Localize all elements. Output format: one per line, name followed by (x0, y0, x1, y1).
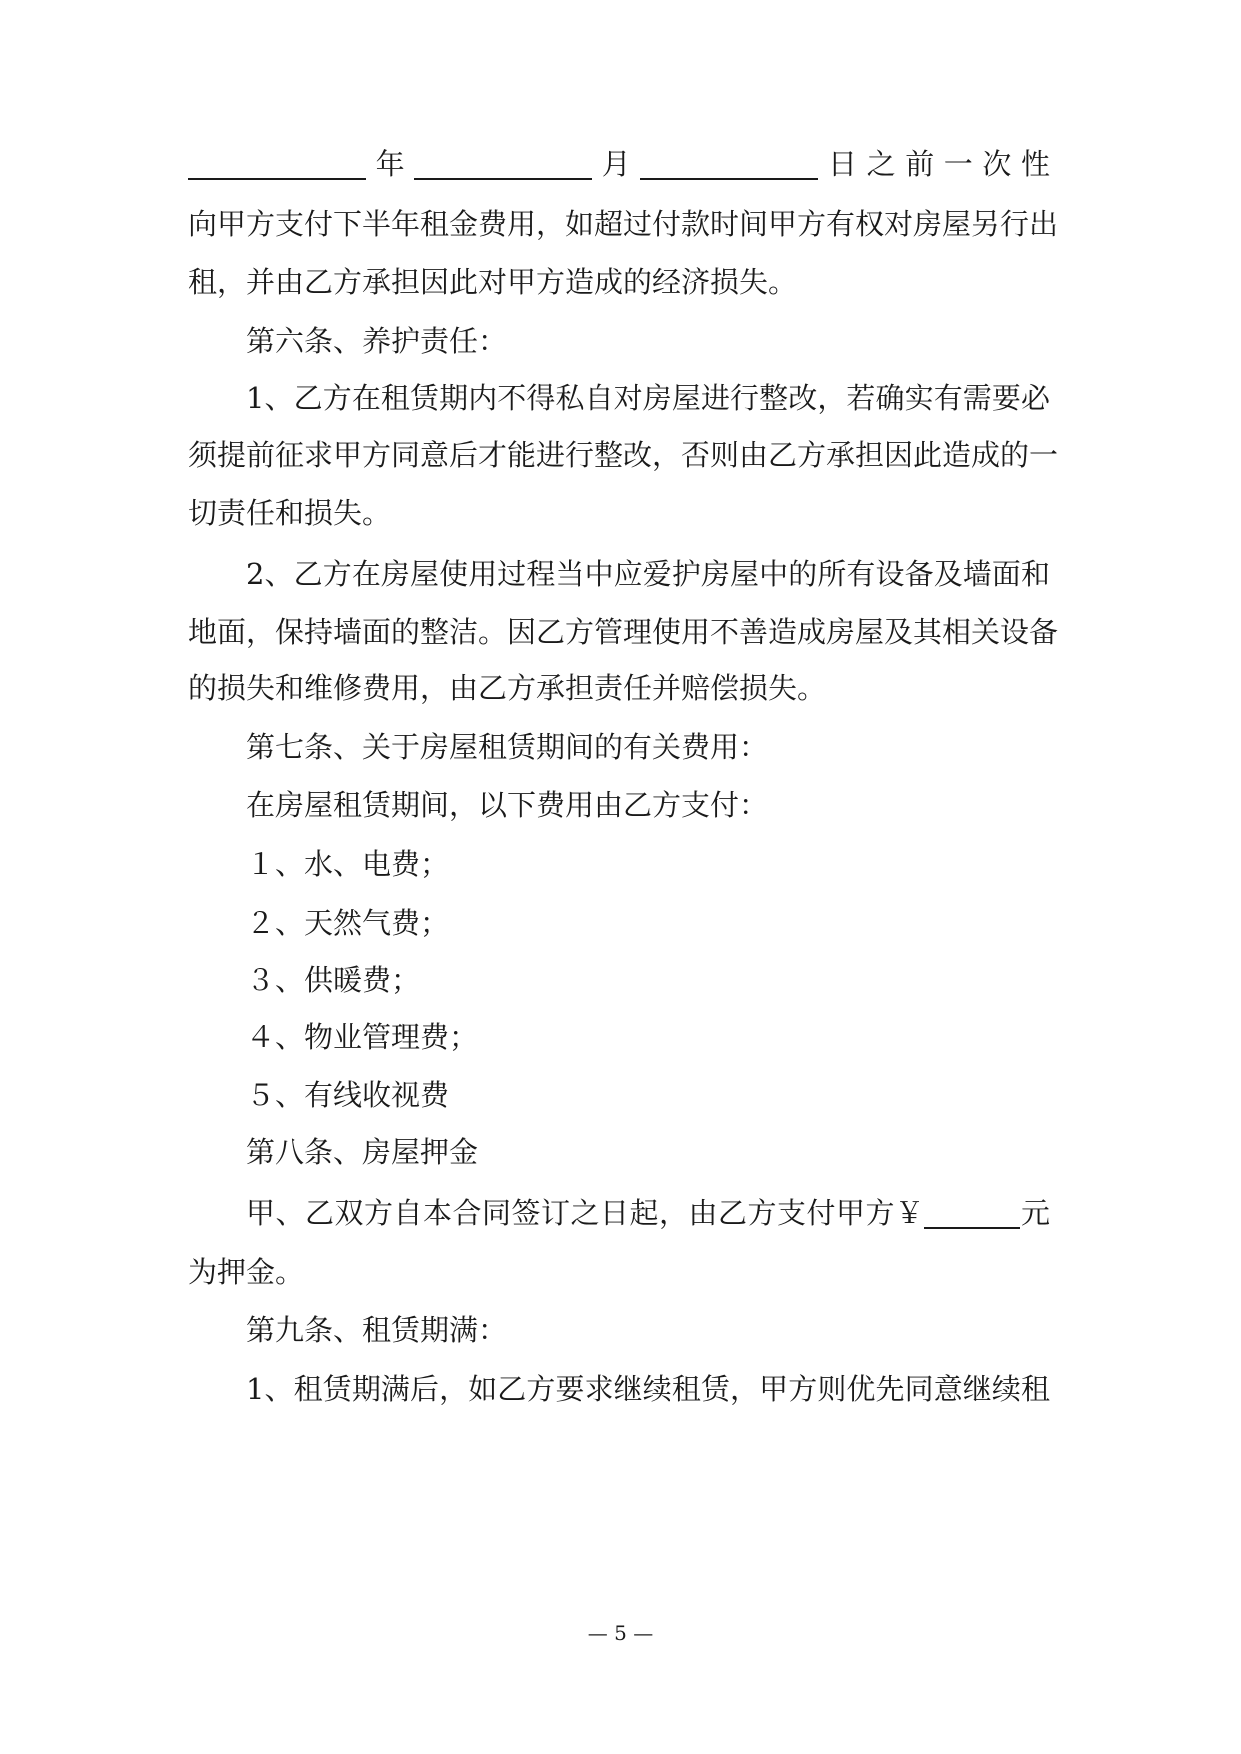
year-blank (188, 148, 366, 180)
fee-item: ３、供暖费； (246, 963, 421, 997)
deposit-line (246, 1193, 1050, 1233)
fee-item: ４、物业管理费； (246, 1020, 479, 1054)
day-label: 日之前一次性 (818, 147, 1050, 181)
deposit-unit: 元 (1020, 1196, 1050, 1230)
article-6-title: 第六条、养护责任： (246, 324, 508, 358)
month-blank (414, 148, 592, 180)
day-blank (640, 148, 818, 180)
article-6-item-1-line: 切责任和损失。 (188, 496, 392, 530)
article-6-item-2-line: 的损失和维修费用，由乙方承担责任并赔偿损失。 (188, 671, 827, 705)
article-6-item-1-line: 须提前征求甲方同意后才能进行整改，否则由乙方承担因此造成的一 (188, 438, 1059, 472)
page-number: — 5 — (587, 1621, 654, 1645)
deposit-text: 甲、乙双方自本合同签订之日起，由乙方支付甲方￥ (246, 1196, 925, 1230)
article-6-item-2-line: 2、乙方在房屋使用过程当中应爱护房屋中的所有设备及墙面和 (246, 557, 1050, 591)
fee-item: ２、天然气费； (246, 906, 450, 940)
year-label: 年 (366, 147, 415, 181)
article-8-title: 第八条、房屋押金 (246, 1135, 479, 1169)
fee-item: ５、有线收视费 (246, 1078, 450, 1112)
article-9-title: 第九条、租赁期满： (246, 1313, 508, 1347)
text-line: 租，并由乙方承担因此对甲方造成的经济损失。 (188, 265, 798, 299)
article-6-item-1-line: 1、乙方在租赁期内不得私自对房屋进行整改，若确实有需要必 (246, 381, 1050, 415)
article-7-intro: 在房屋租赁期间，以下费用由乙方支付： (246, 788, 769, 822)
article-6-item-2-line: 地面，保持墙面的整洁。因乙方管理使用不善造成房屋及其相关设备 (188, 615, 1059, 649)
article-7-title: 第七条、关于房屋租赁期间的有关费用： (246, 730, 769, 764)
fee-item: １、水、电费； (246, 847, 450, 881)
text-line: 为押金。 (188, 1255, 305, 1289)
article-9-item-1-line: 1、租赁期满后，如乙方要求继续租赁，甲方则优先同意继续租 (246, 1372, 1050, 1406)
payment-date-line (188, 144, 1050, 184)
text-line: 向甲方支付下半年租金费用，如超过付款时间甲方有权对房屋另行出 (188, 207, 1059, 241)
deposit-amount-blank (924, 1197, 1020, 1229)
month-label: 月 (592, 147, 641, 181)
